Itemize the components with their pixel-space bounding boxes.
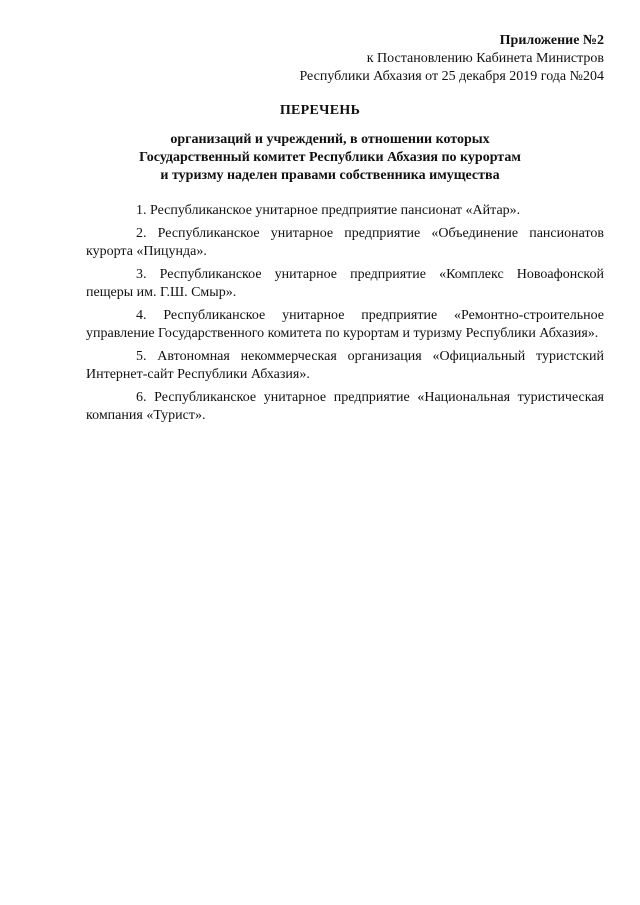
list-item: [86, 389, 604, 425]
appendix-title: Приложение №2: [499, 33, 604, 48]
list-item: [86, 225, 604, 261]
list-item-number: 2.: [136, 226, 147, 241]
list-item: [86, 202, 604, 220]
document-subtitle-line-2: Государственный комитет Республики Абхазия по курортам: [139, 150, 521, 165]
list-item-number: 1.: [136, 203, 147, 218]
document-subtitle-line-3: и туризму наделен правами собственника имущества: [160, 168, 500, 183]
list-item-text: Автономная некоммерческая организация «Официальный туристский Интернет-сайт Республики Абхазия».: [86, 349, 604, 382]
list-item-number: 5.: [136, 349, 147, 364]
list-item-text: Республиканское унитарное предприятие пансионат «Айтар».: [150, 203, 521, 218]
document-title: ПЕРЕЧЕНЬ: [279, 103, 361, 118]
organization-list: [86, 202, 604, 430]
list-item-text: Республиканское унитарное предприятие «Объединение пансионатов курорта «Пицунда».: [86, 226, 604, 259]
appendix-reference-line-1: к Постановлению Кабинета Министров: [366, 51, 604, 66]
list-item: [86, 348, 604, 384]
list-item: [86, 266, 604, 302]
list-item-text: Республиканское унитарное предприятие «Комплекс Новоафонской пещеры им. Г.Ш. Смыр».: [86, 267, 604, 300]
list-item-number: 4.: [136, 308, 147, 323]
document-subtitle-line-1: организаций и учреждений, в отношении которых: [170, 132, 490, 147]
list-item-number: 3.: [136, 267, 147, 282]
list-item: [86, 307, 604, 343]
list-item-text: Республиканское унитарное предприятие «Национальная туристическая компания «Турист».: [86, 390, 604, 423]
appendix-reference-line-2: Республики Абхазия от 25 декабря 2019 года №204: [299, 69, 604, 84]
list-item-number: 6.: [136, 390, 147, 405]
appendix-header: [299, 32, 604, 86]
document-subtitle: [110, 131, 550, 185]
list-item-text: Республиканское унитарное предприятие «Ремонтно-строительное управление Государственного комитета по курортам и туризму Республики Абхазия».: [86, 308, 604, 341]
